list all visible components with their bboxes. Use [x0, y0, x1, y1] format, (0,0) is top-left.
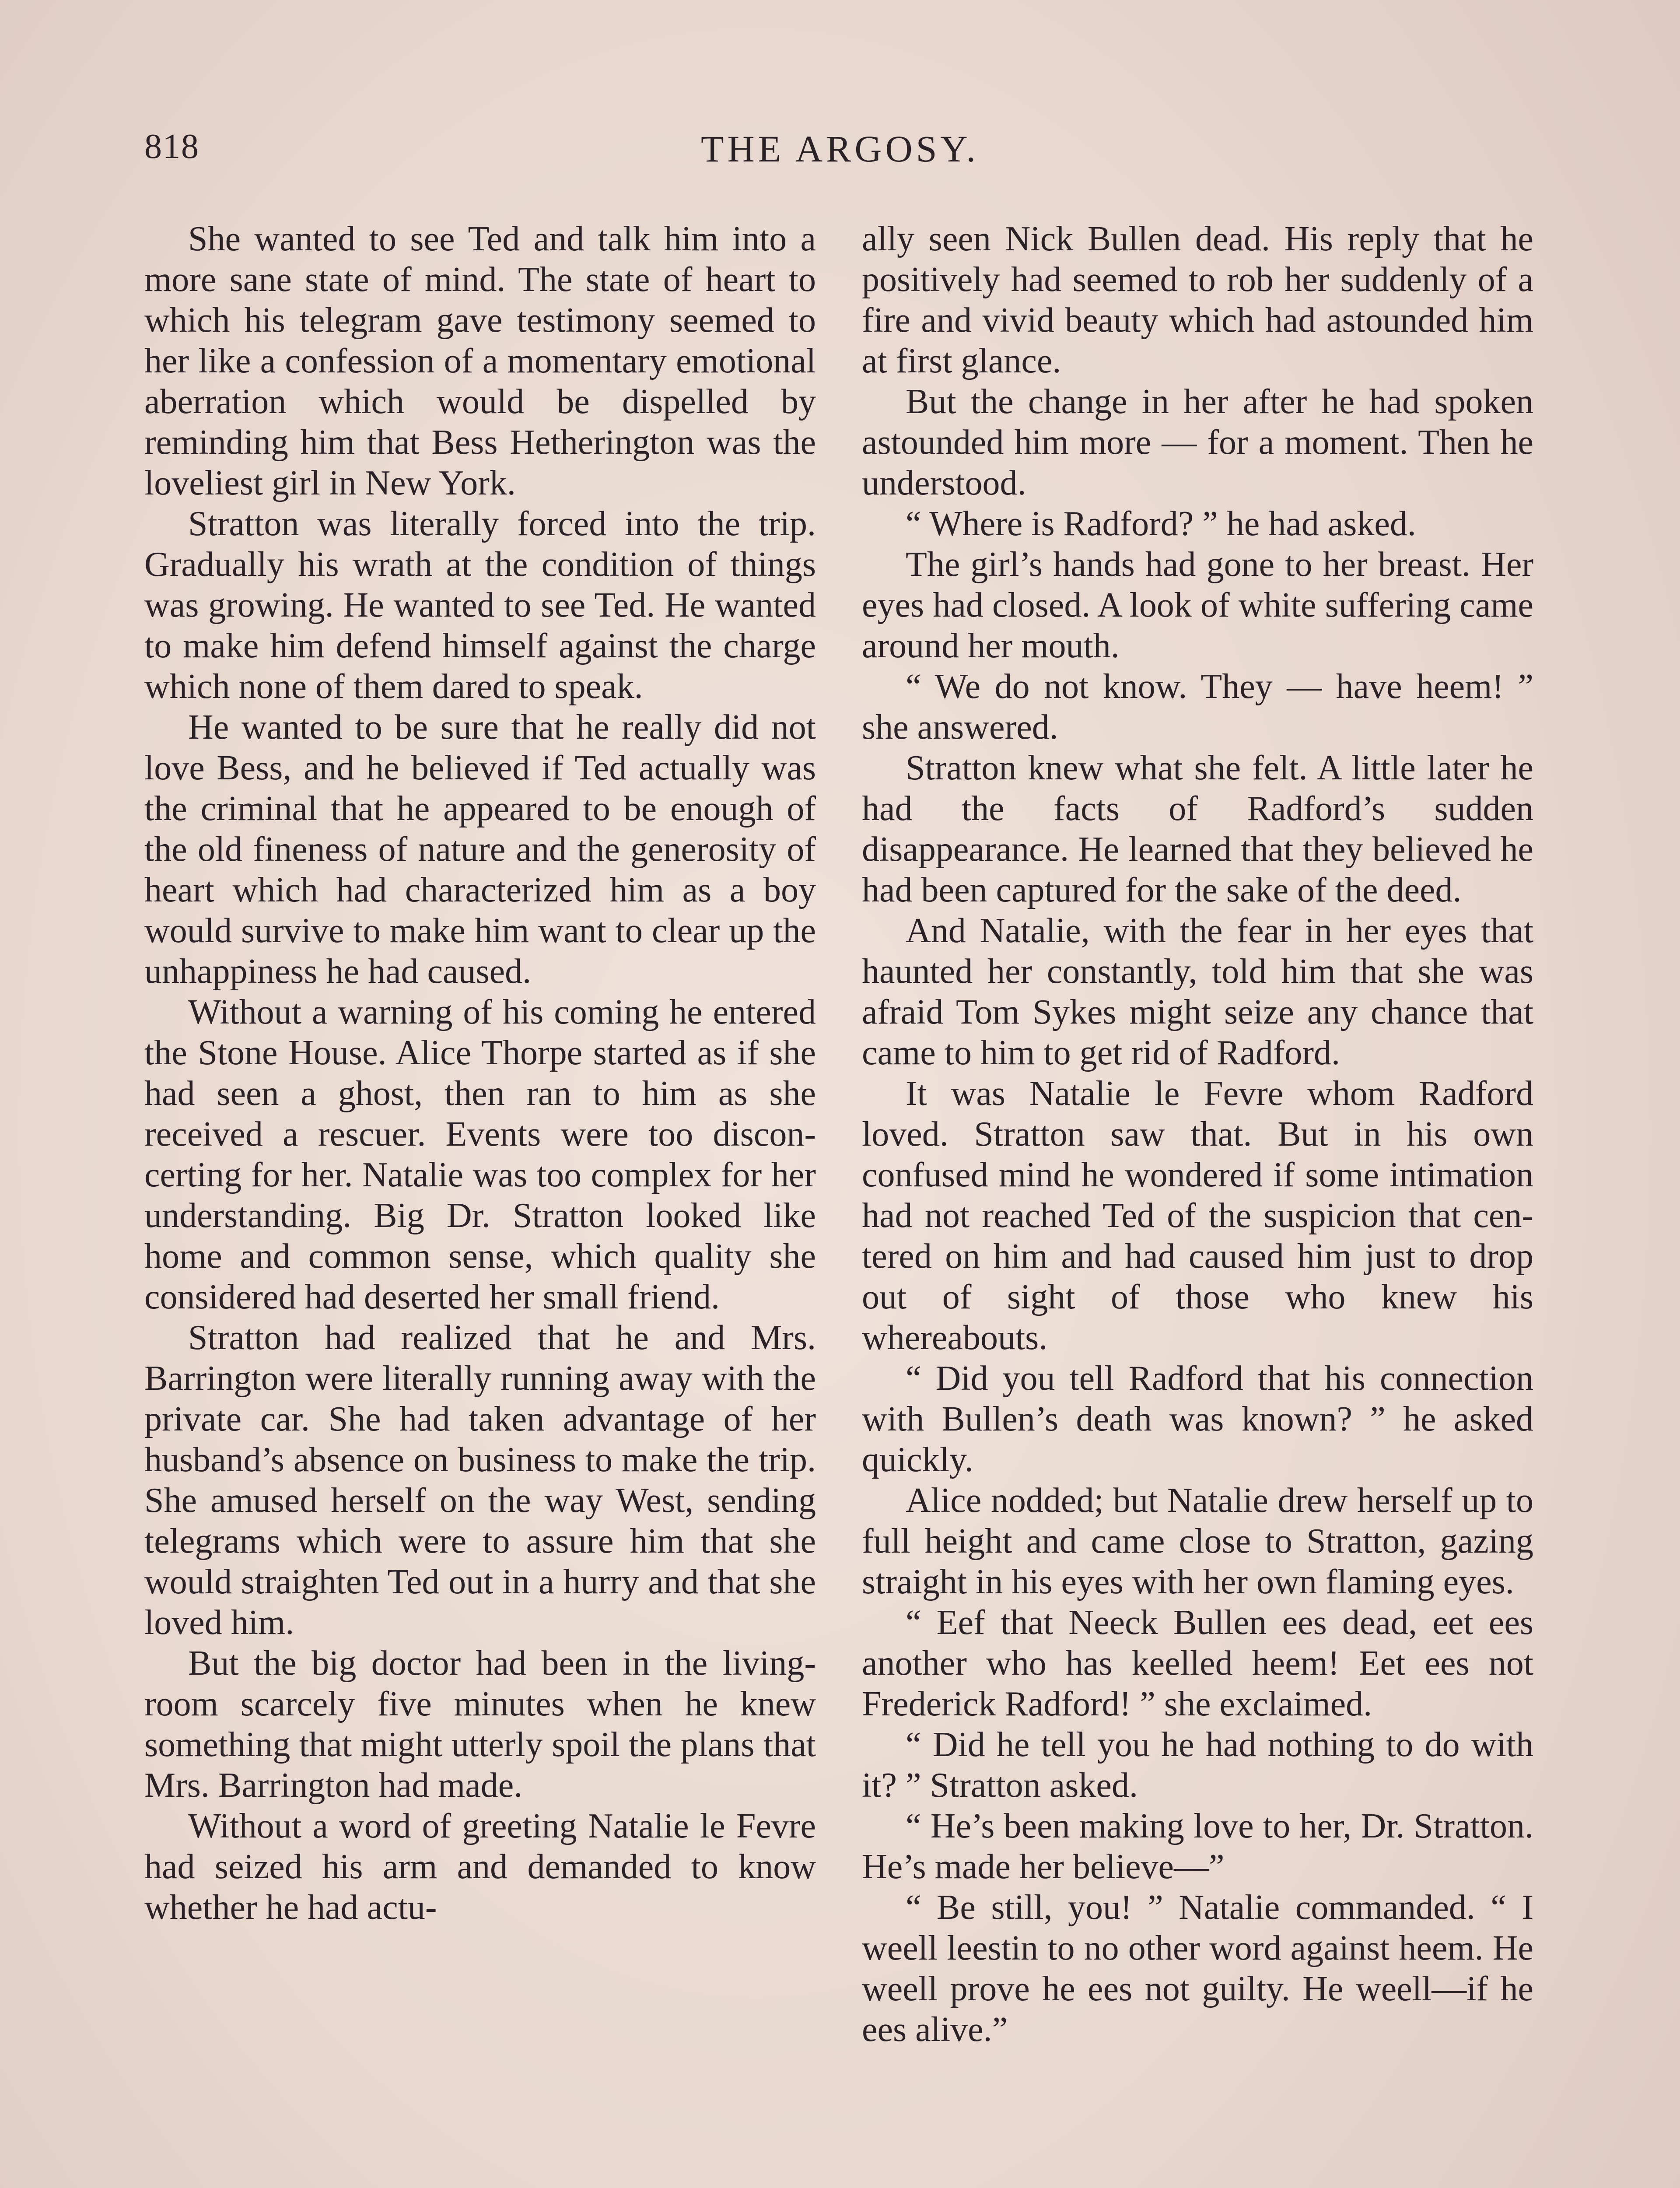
page-header	[144, 127, 1536, 188]
paragraph: Alice nodded; but Natalie drew herself up to full height and came close to Stratton, gazing straight in his eyes with her own flaming eyes.	[862, 1481, 1533, 1601]
paragraph: But the big doctor had been in the living-room scarcely five minutes when he knew something that might utterly spoil the plans that Mrs. Barrington had made.	[144, 1644, 816, 1805]
paragraph: The girl’s hands had gone to her breast. Her eyes had closed. A look of white suffering came around her mouth.	[862, 545, 1533, 665]
paragraph: Stratton was literally forced into the trip. Gradually his wrath at the condition of things was growing. He wanted to see Ted. He wanted to make him defend himself against the charge which none of them dared to speak.	[144, 505, 816, 706]
paragraph: “ We do not know. They — have heem! ” she answered.	[862, 667, 1533, 747]
paragraph: It was Natalie le Fevre whom Radford loved. Stratton saw that. But in his own confused mind he wondered if some intimation had not reached Ted of the suspicion that centered on him and had caused him just to drop out of sight of those who knew his whereabouts.	[862, 1074, 1533, 1357]
paragraph: “ Be still, you! ” Natalie commanded. “ I weell leestin to no other word against heem. He weell prove he ees not guilty. He weell—if he ees alive.”	[862, 1888, 1533, 2049]
paragraph: “ Did he tell you he had nothing to do with it? ” Stratton asked.	[862, 1725, 1533, 1805]
right-column	[862, 219, 1533, 2050]
paragraph-continued: ally seen Nick Bullen dead. His reply that he positively had seemed to rob her suddenly of a fire and vivid beauty which had astounded him at first glance.	[862, 220, 1533, 380]
paragraph: “ He’s been making love to her, Dr. Stratton. He’s made her believe—”	[862, 1807, 1533, 1886]
paragraph: “ Did you tell Radford that his connection with Bullen’s death was known? ” he asked quickly.	[862, 1359, 1533, 1479]
paragraph: “ Where is Radford? ” he had asked.	[906, 505, 1416, 543]
paragraph: She wanted to see Ted and talk him into a more sane state of mind. The state of heart to which his telegram gave testimony seemed to her like a confession of a momentary emotional aberration which would be dispelled by reminding him that Bess Hetherington was the loveliest girl in New York.	[144, 220, 816, 502]
page-number: 818	[144, 127, 200, 166]
left-column	[144, 219, 816, 1928]
paragraph: He wanted to be sure that he really did not love Bess, and he believed if Ted actually was the criminal that he appeared to be enough of the old fineness of nature and the generosity of heart which had characterized him as a boy would survive to make him want to clear up the unhappiness he had caused.	[144, 708, 816, 991]
paragraph: “ Eef that Neeck Bullen ees dead, eet ees another who has keelled heem! Eet ees not Frederick Radford! ” she exclaimed.	[862, 1603, 1533, 1723]
running-head: THE ARGOSY.	[701, 128, 979, 170]
paragraph: Stratton knew what she felt. A little later he had the facts of Radford’s sudden disappearance. He learned that they believed he had been captured for the sake of the deed.	[862, 749, 1533, 909]
paragraph: Stratton had realized that he and Mrs. Barrington were literally running away with the private car. She had taken advantage of her husband’s absence on business to make the trip. She amused herself on the way West, sending telegrams which were to assure him that she would straighten Ted out in a hurry and that she loved him.	[144, 1318, 816, 1642]
paragraph: Without a warning of his coming he entered the Stone House. Alice Thorpe started as if she had seen a ghost, then ran to him as she received a rescuer. Events were too disconcerting for her. Natalie was too complex for her understanding. Big Dr. Stratton looked like home and common sense, which quality she considered had deserted her small friend.	[144, 993, 816, 1316]
paragraph: And Natalie, with the fear in her eyes that haunted her constantly, told him that she was afraid Tom Sykes might seize any chance that came to him to get rid of Radford.	[862, 912, 1533, 1072]
paragraph: Without a word of greeting Natalie le Fevre had seized his arm and demanded to know whether he had actu-	[144, 1807, 816, 1927]
paragraph: But the change in her after he had spoken astounded him more — for a moment. Then he understood.	[862, 382, 1533, 502]
